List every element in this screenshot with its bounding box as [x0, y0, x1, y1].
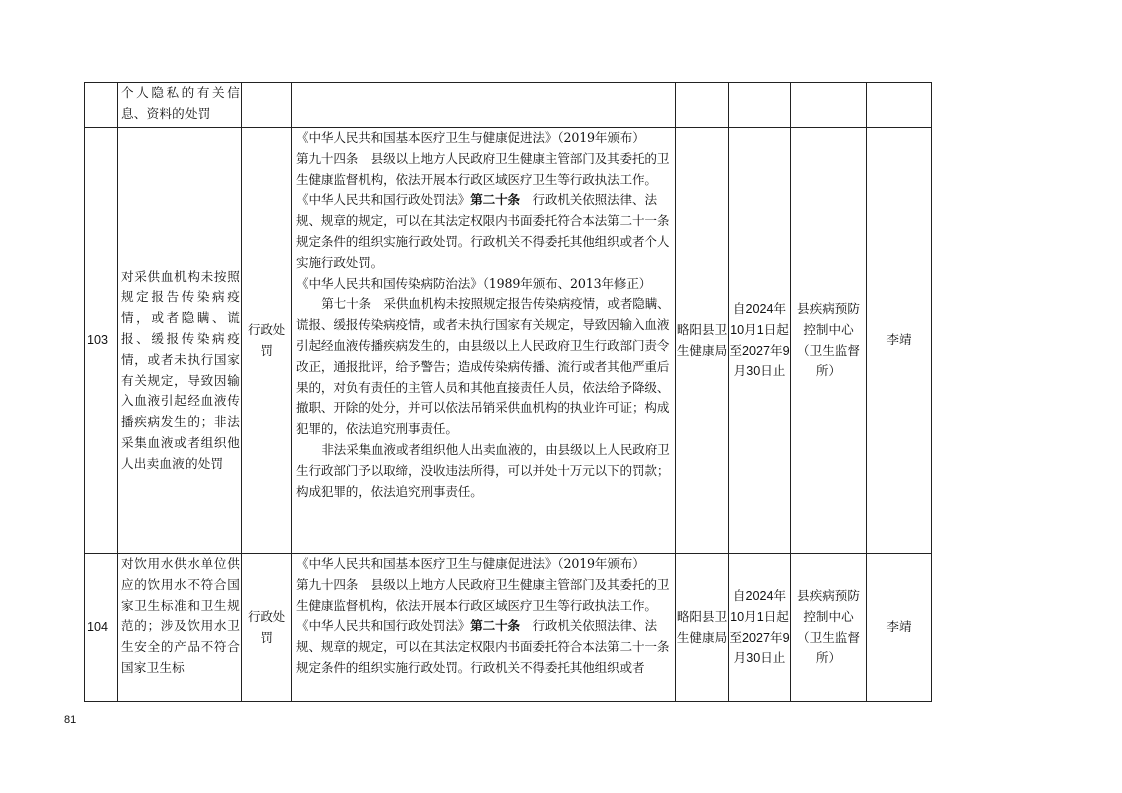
- law2-title: 《中华人民共和国行政处罚法》: [296, 618, 471, 634]
- cell-entrusted: [791, 83, 867, 128]
- law1-text: 第九十四条 县级以上地方人民政府卫生健康主管部门及其委托的卫生健康监督机构，依法开展本行政区域医疗卫生等行政执法工作。: [296, 576, 670, 613]
- law2-title: 《中华人民共和国行政处罚法》: [296, 192, 471, 208]
- page-number: 81: [64, 714, 77, 726]
- cell-number: [85, 83, 118, 128]
- cell-item: 对饮用水供水单位供应的饮用水不符合国家卫生标准和卫生规范的；涉及饮用水卫生安全的产品不符合国家卫生标: [118, 554, 242, 702]
- cell-entrusted: 县疾病预防控制中心（卫生监督所）: [791, 128, 867, 554]
- law1-title: 《中华人民共和国基本医疗卫生与健康促进法》（2019年颁布）: [296, 130, 645, 145]
- cell-authority: 略阳县卫生健康局: [676, 554, 729, 702]
- law1-text: 第九十四条 县级以上地方人民政府卫生健康主管部门及其委托的卫生健康监督机构，依法开展本行政区域医疗卫生等行政执法工作。: [296, 150, 670, 187]
- cell-authority: [676, 83, 729, 128]
- row-number: 104: [85, 554, 118, 702]
- law2-text: 行政机关依照法律、法规、规章的规定，可以在其法定权限内书面委托符合本法第二十一条规定条件的组织实施行政处罚。行政机关不得委托其他组织或者个人实施行政处罚。: [296, 192, 670, 270]
- law3-text2: 非法采集血液或者组织他人出卖血液的，由县级以上人民政府卫生行政部门予以取缔，没收违法所得，可以并处十万元以下的罚款；构成犯罪的，依法追究刑事责任。: [296, 441, 670, 499]
- cell-basis: [292, 128, 676, 554]
- table-row-continued: [85, 83, 932, 128]
- cell-item: 对采供血机构未按照规定报告传染病疫情，或者隐瞒、谎报、缓报传染病疫情，或者未执行国家有关规定，导致因输入血液引起经血液传播疾病发生的；非法采集血液或者组织他人出卖血液的处罚: [118, 128, 242, 554]
- cell-type: [242, 83, 292, 128]
- cell-period: 自2024年10月1日起至2027年9月30日止: [729, 128, 791, 554]
- cell-type: 行政处罚: [242, 554, 292, 702]
- cell-entrusted: 县疾病预防控制中心（卫生监督所）: [791, 554, 867, 702]
- cell-person: 李靖: [867, 554, 932, 702]
- cell-basis: [292, 554, 676, 702]
- law2-article: 第二十条: [470, 192, 520, 208]
- cell-item: 个人隐私的有关信息、资料的处罚: [118, 83, 242, 128]
- cell-type: 行政处罚: [242, 128, 292, 554]
- table-row-103: [85, 128, 932, 554]
- law2-block: [296, 616, 673, 678]
- law3-title: 《中华人民共和国传染病防治法》（1989年颁布、2013年修正）: [296, 275, 652, 291]
- law1-title: 《中华人民共和国基本医疗卫生与健康促进法》（2019年颁布）: [296, 556, 645, 571]
- cell-authority: 略阳县卫生健康局: [676, 128, 729, 554]
- cell-basis: [292, 83, 676, 128]
- row-number: 103: [85, 128, 118, 554]
- law2-block: [296, 190, 673, 273]
- table-row-104: [85, 554, 932, 702]
- cell-period: [729, 83, 791, 128]
- delegation-table: [84, 82, 932, 702]
- cell-period: 自2024年10月1日起至2027年9月30日止: [729, 554, 791, 702]
- law3-text1: 第七十条 采供血机构未按照规定报告传染病疫情，或者隐瞒、谎报、缓报传染病疫情，或者未执行国家有关规定，导致因输入血液引起经血液传播疾病发生的，由县级以上人民政府卫生行政部门责令改正，通报批评，给予警告；造成传染病传播、流行或者其他严重后果的，对负有责任的主管人员和其他直接责任人员，依法给予降级、撤职、开除的处分，并可以依法吊销采供血机构的执业许可证；构成犯罪的，依法追究刑事责任。: [296, 296, 670, 437]
- law2-article: 第二十条: [470, 618, 520, 634]
- law2-text: 行政机关依照法律、法规、规章的规定，可以在其法定权限内书面委托符合本法第二十一条规定条件的组织实施行政处罚。行政机关不得委托其他组织或者: [296, 618, 670, 675]
- cell-person: 李靖: [867, 128, 932, 554]
- cell-person: [867, 83, 932, 128]
